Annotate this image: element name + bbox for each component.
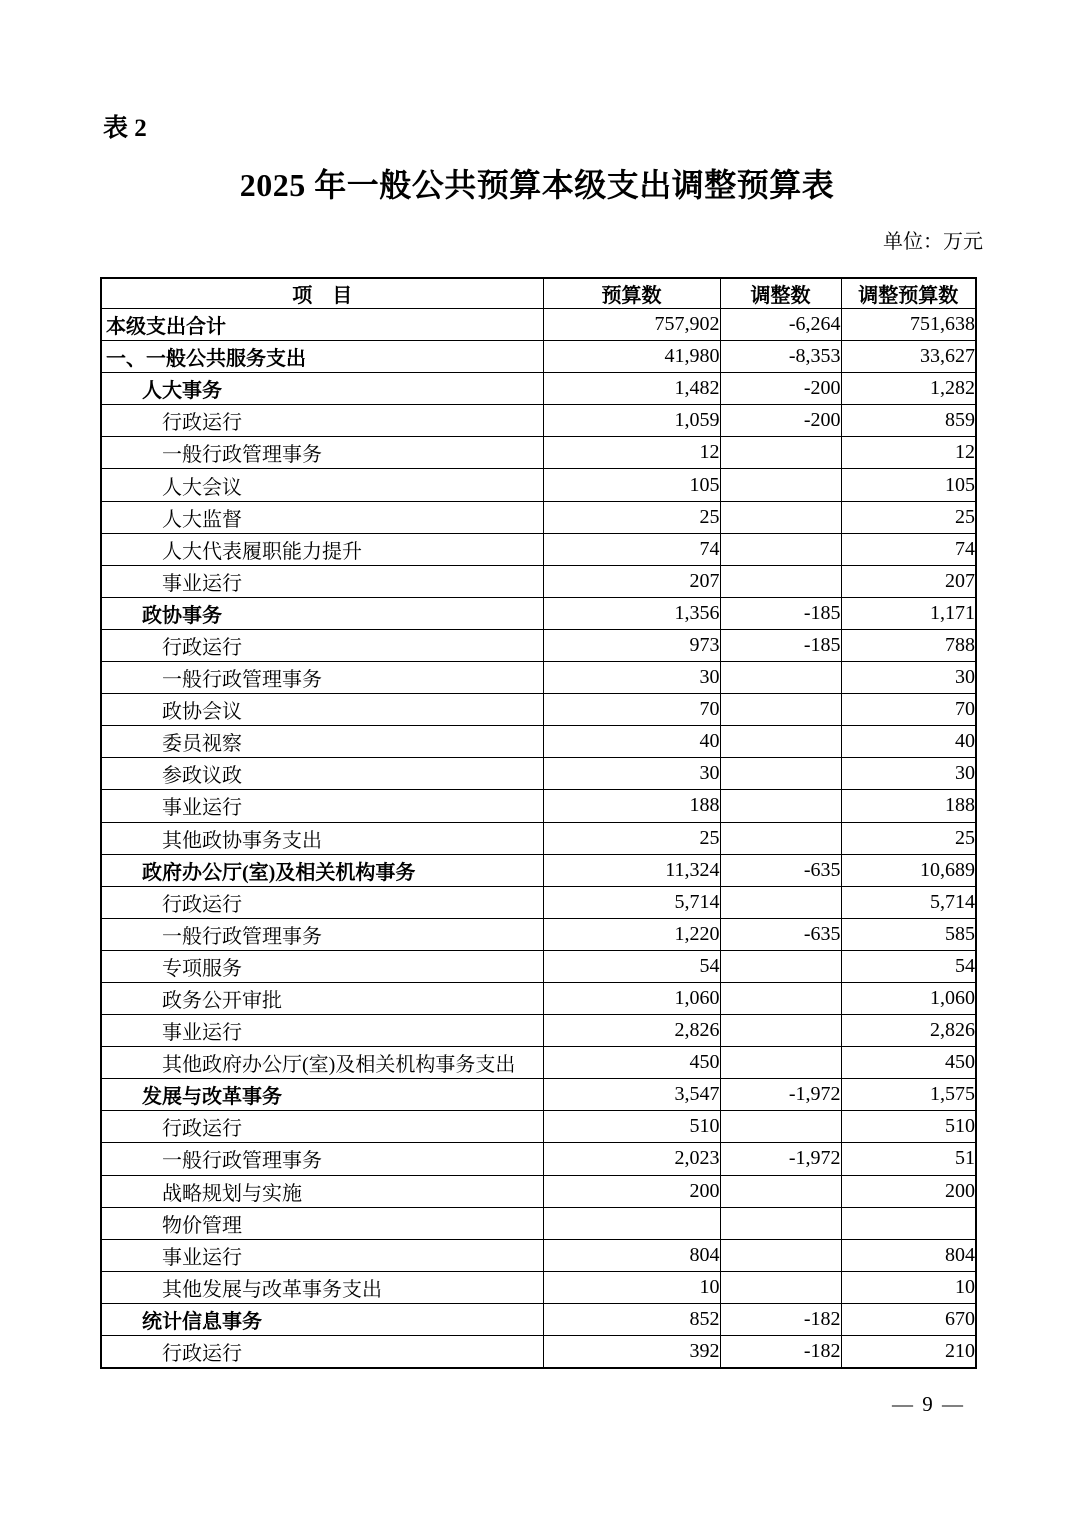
table-row xyxy=(101,822,976,854)
item-cell: 事业运行 xyxy=(101,790,543,822)
adjustment-cell: -8,353 xyxy=(720,341,841,373)
adjusted-cell: 1,060 xyxy=(841,982,976,1014)
item-cell: 一般行政管理事务 xyxy=(101,918,543,950)
adjusted-cell: 5,714 xyxy=(841,886,976,918)
header-row xyxy=(101,278,976,309)
table-row xyxy=(101,1079,976,1111)
adjustment-cell: -6,264 xyxy=(720,309,841,341)
budget-table-header xyxy=(101,278,976,309)
budget-cell: 1,060 xyxy=(543,982,720,1014)
adjusted-cell: 10,689 xyxy=(841,854,976,886)
budget-cell: 30 xyxy=(543,758,720,790)
adjusted-cell: 10 xyxy=(841,1271,976,1303)
item-cell: 一般行政管理事务 xyxy=(101,437,543,469)
item-cell: 事业运行 xyxy=(101,1239,543,1271)
budget-table xyxy=(100,277,977,1369)
budget-cell: 1,220 xyxy=(543,918,720,950)
table-row xyxy=(101,309,976,341)
table-row xyxy=(101,1047,976,1079)
adjusted-cell: 859 xyxy=(841,405,976,437)
table-label: 表 2 xyxy=(103,115,147,142)
budget-cell: 188 xyxy=(543,790,720,822)
item-cell: 物价管理 xyxy=(101,1207,543,1239)
table-row xyxy=(101,1175,976,1207)
budget-table-body xyxy=(101,309,976,1369)
item-cell: 一、一般公共服务支出 xyxy=(101,341,543,373)
adjusted-cell: 1,171 xyxy=(841,597,976,629)
adjustment-cell: -1,972 xyxy=(720,1143,841,1175)
item-cell: 本级支出合计 xyxy=(101,309,543,341)
adjusted-cell: 33,627 xyxy=(841,341,976,373)
adjustment-cell: -185 xyxy=(720,597,841,629)
table-row xyxy=(101,1111,976,1143)
table-row xyxy=(101,694,976,726)
budget-cell: 973 xyxy=(543,629,720,661)
adjustment-cell xyxy=(720,437,841,469)
item-cell: 人大监督 xyxy=(101,501,543,533)
adjustment-cell: -182 xyxy=(720,1336,841,1369)
table-row xyxy=(101,758,976,790)
adjusted-cell: 1,282 xyxy=(841,373,976,405)
adjusted-cell: 450 xyxy=(841,1047,976,1079)
item-cell: 政协事务 xyxy=(101,597,543,629)
adjustment-cell xyxy=(720,533,841,565)
item-cell: 委员视察 xyxy=(101,726,543,758)
adjustment-cell xyxy=(720,822,841,854)
budget-cell: 852 xyxy=(543,1303,720,1335)
adjusted-cell: 2,826 xyxy=(841,1015,976,1047)
item-cell: 其他发展与改革事务支出 xyxy=(101,1271,543,1303)
table-row xyxy=(101,501,976,533)
budget-cell: 25 xyxy=(543,501,720,533)
adjusted-cell: 200 xyxy=(841,1175,976,1207)
adjustment-cell xyxy=(720,694,841,726)
adjusted-cell: 1,575 xyxy=(841,1079,976,1111)
budget-cell: 70 xyxy=(543,694,720,726)
col-header-adjust: 调整数 xyxy=(720,278,841,309)
item-cell: 战略规划与实施 xyxy=(101,1175,543,1207)
item-cell: 其他政协事务支出 xyxy=(101,822,543,854)
table-row xyxy=(101,405,976,437)
budget-cell: 5,714 xyxy=(543,886,720,918)
table-row xyxy=(101,1143,976,1175)
table-row xyxy=(101,886,976,918)
item-cell: 其他政府办公厅(室)及相关机构事务支出 xyxy=(101,1047,543,1079)
budget-cell: 1,059 xyxy=(543,405,720,437)
budget-cell: 105 xyxy=(543,469,720,501)
item-cell: 事业运行 xyxy=(101,1015,543,1047)
item-cell: 参政议政 xyxy=(101,758,543,790)
adjustment-cell xyxy=(720,1271,841,1303)
adjusted-cell: 30 xyxy=(841,662,976,694)
col-header-budget: 预算数 xyxy=(543,278,720,309)
item-cell: 统计信息事务 xyxy=(101,1303,543,1335)
item-cell: 一般行政管理事务 xyxy=(101,1143,543,1175)
item-cell: 发展与改革事务 xyxy=(101,1079,543,1111)
adjustment-cell: -182 xyxy=(720,1303,841,1335)
item-cell: 一般行政管理事务 xyxy=(101,662,543,694)
adjusted-cell: 51 xyxy=(841,1143,976,1175)
budget-cell: 207 xyxy=(543,565,720,597)
table-row xyxy=(101,1336,976,1369)
adjustment-cell xyxy=(720,1239,841,1271)
budget-cell: 450 xyxy=(543,1047,720,1079)
item-cell: 专项服务 xyxy=(101,950,543,982)
adjustment-cell xyxy=(720,886,841,918)
budget-cell: 804 xyxy=(543,1239,720,1271)
adjustment-cell: -635 xyxy=(720,854,841,886)
budget-cell: 25 xyxy=(543,822,720,854)
item-cell: 人大代表履职能力提升 xyxy=(101,533,543,565)
adjusted-cell: 804 xyxy=(841,1239,976,1271)
budget-cell: 30 xyxy=(543,662,720,694)
adjusted-cell: 188 xyxy=(841,790,976,822)
table-row xyxy=(101,1271,976,1303)
adjustment-cell xyxy=(720,950,841,982)
table-row xyxy=(101,1303,976,1335)
item-cell: 事业运行 xyxy=(101,565,543,597)
table-row xyxy=(101,918,976,950)
adjustment-cell xyxy=(720,1015,841,1047)
budget-cell xyxy=(543,1207,720,1239)
budget-cell: 2,826 xyxy=(543,1015,720,1047)
table-row xyxy=(101,565,976,597)
adjusted-cell: 788 xyxy=(841,629,976,661)
budget-cell: 12 xyxy=(543,437,720,469)
adjustment-cell xyxy=(720,565,841,597)
table-row xyxy=(101,950,976,982)
table-row xyxy=(101,790,976,822)
item-cell: 人大会议 xyxy=(101,469,543,501)
adjusted-cell: 54 xyxy=(841,950,976,982)
item-cell: 政协会议 xyxy=(101,694,543,726)
budget-cell: 2,023 xyxy=(543,1143,720,1175)
adjustment-cell: -635 xyxy=(720,918,841,950)
adjustment-cell xyxy=(720,1111,841,1143)
table-row xyxy=(101,1239,976,1271)
budget-cell: 40 xyxy=(543,726,720,758)
item-cell: 政务公开审批 xyxy=(101,982,543,1014)
budget-cell: 3,547 xyxy=(543,1079,720,1111)
table-row xyxy=(101,726,976,758)
adjusted-cell: 30 xyxy=(841,758,976,790)
adjustment-cell xyxy=(720,1047,841,1079)
budget-cell: 10 xyxy=(543,1271,720,1303)
page-number: — 9 — xyxy=(892,1392,965,1416)
col-header-item: 项 目 xyxy=(101,278,543,309)
adjustment-cell: -185 xyxy=(720,629,841,661)
adjustment-cell: -200 xyxy=(720,405,841,437)
budget-cell: 510 xyxy=(543,1111,720,1143)
item-cell: 政府办公厅(室)及相关机构事务 xyxy=(101,854,543,886)
table-row xyxy=(101,629,976,661)
table-row xyxy=(101,437,976,469)
adjusted-cell: 105 xyxy=(841,469,976,501)
adjusted-cell: 40 xyxy=(841,726,976,758)
table-row xyxy=(101,469,976,501)
budget-cell: 11,324 xyxy=(543,854,720,886)
adjustment-cell: -200 xyxy=(720,373,841,405)
item-cell: 行政运行 xyxy=(101,629,543,661)
table-row xyxy=(101,1015,976,1047)
budget-cell: 392 xyxy=(543,1336,720,1369)
budget-cell: 200 xyxy=(543,1175,720,1207)
table-row xyxy=(101,662,976,694)
adjustment-cell xyxy=(720,501,841,533)
col-header-adjusted: 调整预算数 xyxy=(841,278,976,309)
adjusted-cell: 207 xyxy=(841,565,976,597)
budget-cell: 54 xyxy=(543,950,720,982)
adjusted-cell: 585 xyxy=(841,918,976,950)
table-row xyxy=(101,341,976,373)
adjustment-cell xyxy=(720,982,841,1014)
item-cell: 人大事务 xyxy=(101,373,543,405)
adjusted-cell: 25 xyxy=(841,501,976,533)
budget-cell: 74 xyxy=(543,533,720,565)
adjusted-cell: 70 xyxy=(841,694,976,726)
table-row xyxy=(101,597,976,629)
adjusted-cell: 751,638 xyxy=(841,309,976,341)
adjustment-cell xyxy=(720,1175,841,1207)
adjustment-cell xyxy=(720,662,841,694)
adjustment-cell xyxy=(720,758,841,790)
table-row xyxy=(101,533,976,565)
budget-cell: 1,482 xyxy=(543,373,720,405)
adjustment-cell: -1,972 xyxy=(720,1079,841,1111)
adjustment-cell xyxy=(720,1207,841,1239)
adjustment-cell xyxy=(720,469,841,501)
adjusted-cell: 74 xyxy=(841,533,976,565)
adjustment-cell xyxy=(720,790,841,822)
adjusted-cell: 12 xyxy=(841,437,976,469)
budget-cell: 1,356 xyxy=(543,597,720,629)
item-cell: 行政运行 xyxy=(101,886,543,918)
table-row xyxy=(101,373,976,405)
item-cell: 行政运行 xyxy=(101,1336,543,1369)
adjustment-cell xyxy=(720,726,841,758)
table-row xyxy=(101,982,976,1014)
page-title: 2025 年一般公共预算本级支出调整预算表 xyxy=(239,167,835,203)
adjusted-cell xyxy=(841,1207,976,1239)
table-row xyxy=(101,854,976,886)
unit-note: 单位：万元 xyxy=(883,231,983,253)
table-row xyxy=(101,1207,976,1239)
item-cell: 行政运行 xyxy=(101,1111,543,1143)
budget-cell: 757,902 xyxy=(543,309,720,341)
adjusted-cell: 25 xyxy=(841,822,976,854)
adjusted-cell: 510 xyxy=(841,1111,976,1143)
adjusted-cell: 670 xyxy=(841,1303,976,1335)
budget-cell: 41,980 xyxy=(543,341,720,373)
adjusted-cell: 210 xyxy=(841,1336,976,1369)
item-cell: 行政运行 xyxy=(101,405,543,437)
